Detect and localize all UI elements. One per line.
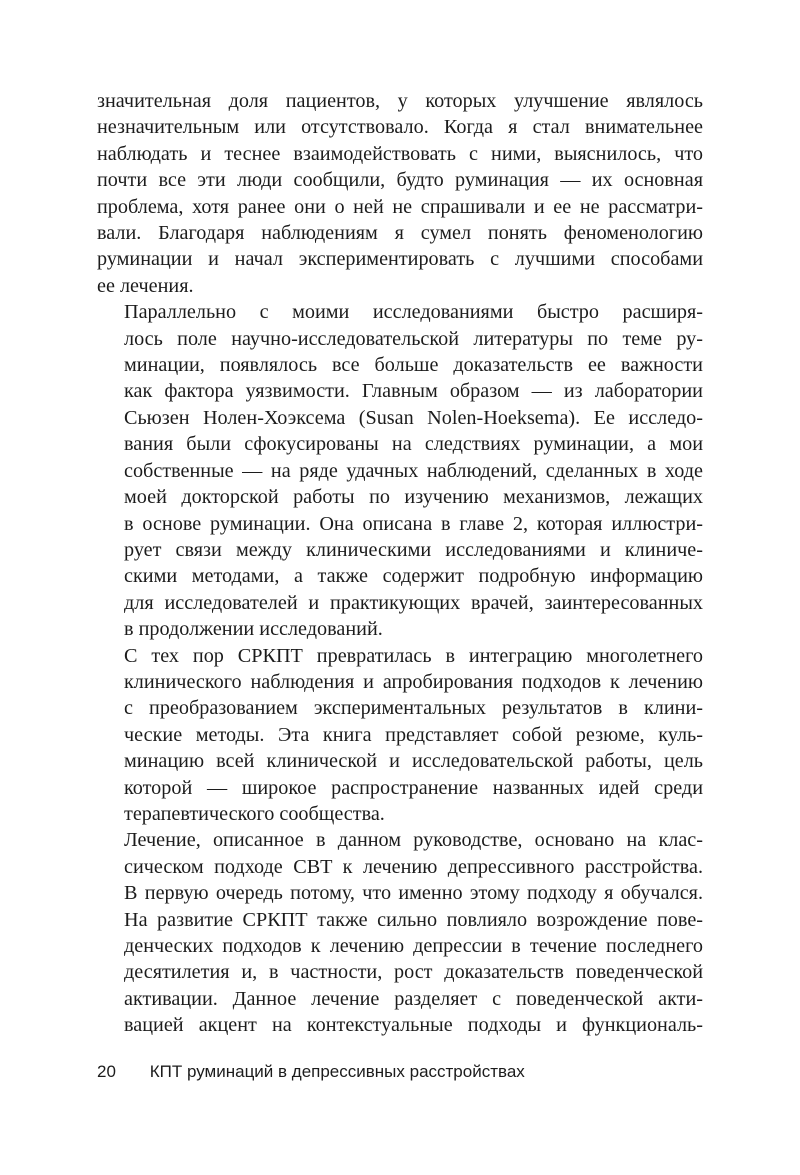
page-footer [97,1062,525,1082]
text-line: сическом подходе CBT к лечению депрессивного расстройства. [124,855,703,878]
text-line: с преобразованием экспериментальных результатов в клини- [124,697,703,720]
text-line: десятилетия и, в частности, рост доказательств поведенческой [124,961,703,984]
text-line: На развитие СРКПТ также сильно повлияло возрождение пове- [124,908,703,931]
paragraph-3 [97,643,703,828]
text-line: почти все эти люди сообщили, будто руминация — их основная [97,169,703,192]
page-number: 20 [97,1062,116,1081]
paragraph-2 [97,299,703,642]
text-line: активации. Данное лечение разделяет с поведенческой акти- [124,987,703,1010]
text-line: незначительным или отсутствовало. Когда я стал внимательнее [97,116,703,139]
text-line: руминации и начал экспериментировать с лучшими способами [97,248,703,271]
text-line: для исследователей и практикующих врачей, заинтересованных [124,591,703,614]
text-line: как фактора уязвимости. Главным образом — из лаборатории [124,380,703,403]
text-line: клинического наблюдения и апробирования подходов к лечению [124,670,703,693]
text-line: ее лечения. [97,274,194,297]
text-line: лось поле научно-исследовательской литературы по теме ру- [124,327,703,350]
text-line: денческих подходов к лечению депрессии в течение последнего [124,935,703,957]
text-line: Параллельно с моими исследованиями быстро расширя- [124,301,703,324]
text-line: С тех пор СРКПТ превратилась в интеграцию многолетнего [124,644,703,667]
text-line: вацией акцент на контекстуальные подходы и функциональ- [124,1014,703,1037]
text-line: моей докторской работы по изучению механизмов, лежащих [124,486,703,509]
paragraph-4 [97,827,703,1038]
page-body [97,88,703,1039]
text-line: собственные — на ряде удачных наблюдений, сделанных в ходе [124,459,703,482]
text-line: вали. Благодаря наблюдениям я сумел понять феноменологию [97,222,703,245]
text-line: Лечение, описанное в данном руководстве, основано на клас- [124,829,703,852]
text-line: скими методами, а также содержит подробную информацию [124,565,703,588]
text-line: терапевтического сообщества. [124,802,385,825]
text-line: Сьюзен Нолен-Хоэксема (Susan Nolen-Hoeksema). Ее исследо- [124,406,703,429]
text-line: минацию всей клинической и исследовательской работы, цель [124,750,703,773]
text-line: значительная доля пациентов, у которых улучшение являлось [97,90,703,112]
paragraph-1 [97,88,703,299]
text-line: минации, появлялось все больше доказательств ее важности [124,354,703,377]
text-line: в основе руминации. Она описана в главе 2, которая иллюстри- [124,512,703,535]
text-line: вания были сфокусированы на следствиях руминации, а мои [124,433,703,456]
running-title: КПТ руминаций в депрессивных расстройствах [149,1062,525,1081]
text-line: проблема, хотя ранее они о ней не спрашивали и ее не рассматри- [97,195,703,218]
text-line: наблюдать и теснее взаимодействовать с ними, выяснилось, что [97,142,703,165]
text-line: в продолжении исследований. [124,618,383,641]
text-line: которой — широкое распространение названных идей среди [124,776,703,799]
text-line: рует связи между клиническими исследованиями и клиниче- [124,538,703,561]
text-line: ческие методы. Эта книга представляет собой резюме, куль- [124,723,703,746]
text-line: В первую очередь потому, что именно этому подходу я обучался. [124,882,703,905]
